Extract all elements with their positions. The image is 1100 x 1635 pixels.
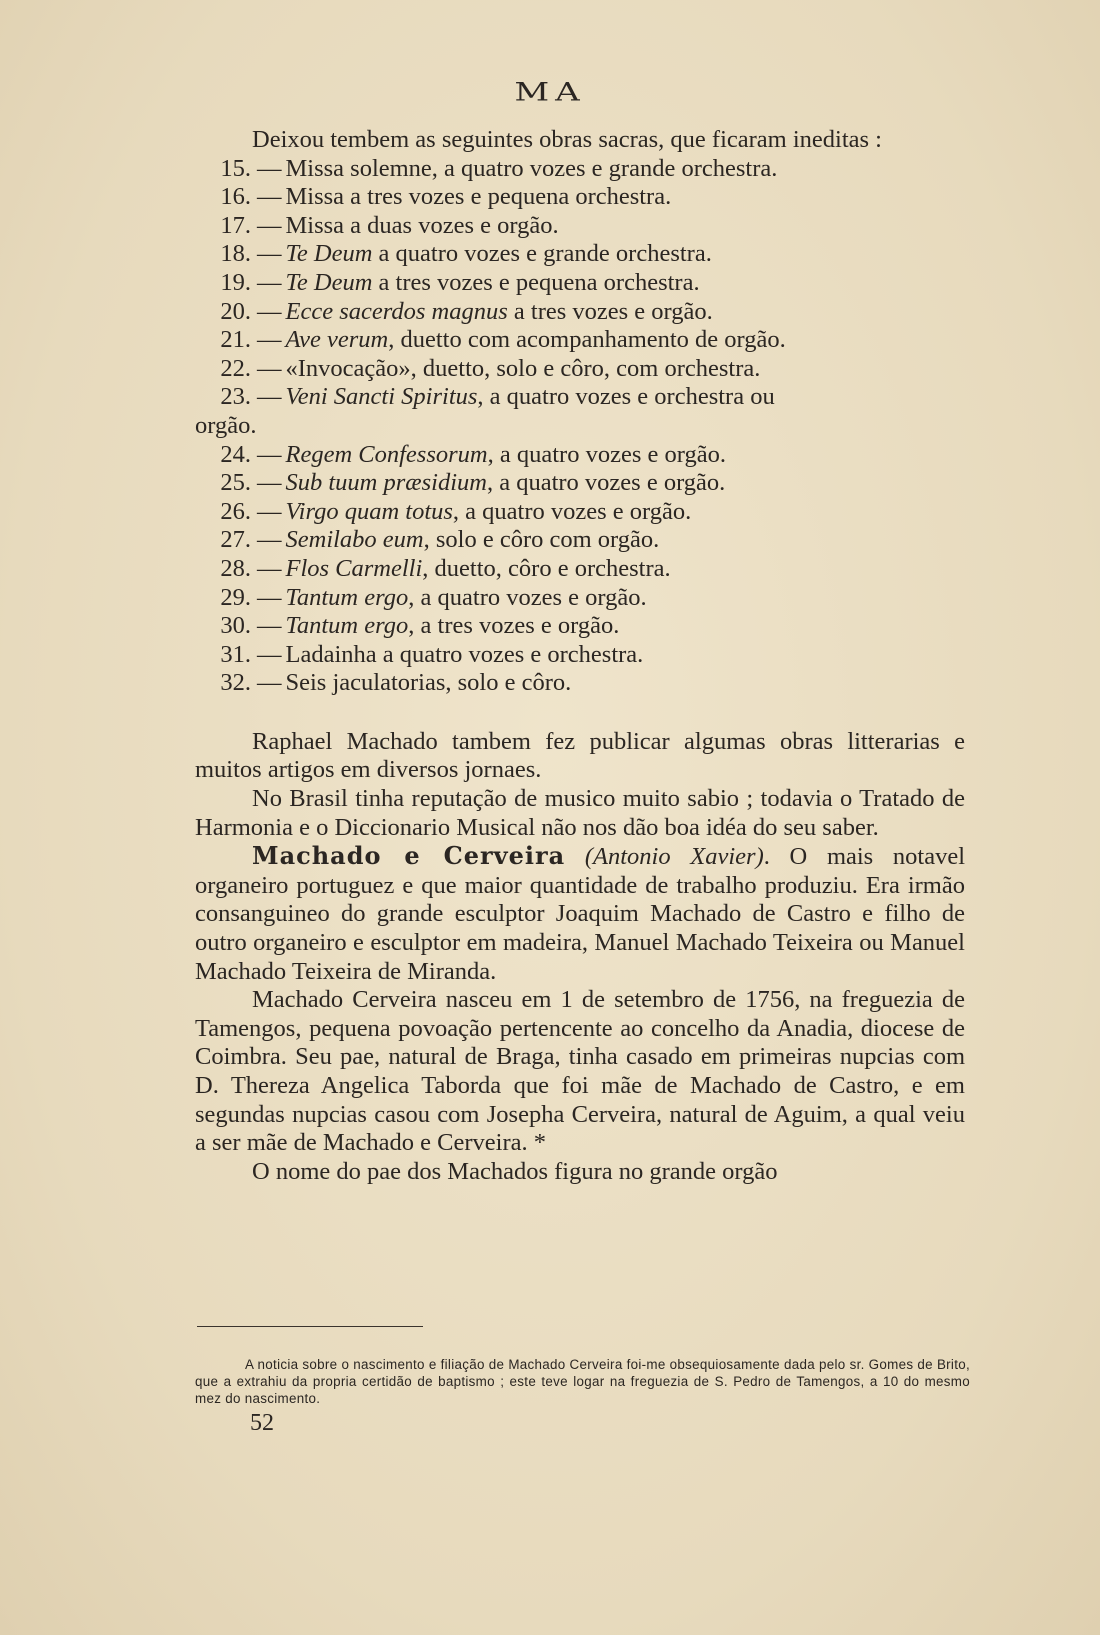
em-dash: — xyxy=(257,211,282,239)
work-description: , a quatro vozes e orgão. xyxy=(487,440,726,468)
work-number: 15. xyxy=(220,154,251,182)
work-item xyxy=(195,183,965,212)
work-title: Tantum ergo xyxy=(285,583,409,611)
work-item xyxy=(195,555,965,584)
work-item xyxy=(195,298,965,327)
work-description: Missa a duas vozes e orgão. xyxy=(285,211,559,239)
work-number: 21. xyxy=(220,326,251,354)
work-item xyxy=(195,526,965,555)
work-item xyxy=(195,212,965,241)
work-title: Sub tuum præsidium xyxy=(285,469,487,497)
work-description: , a tres vozes e orgão. xyxy=(408,612,620,640)
entry-name: Machado e Cerveira xyxy=(252,841,566,871)
running-header: MA xyxy=(514,77,586,107)
work-number: 27. xyxy=(220,526,251,554)
work-item xyxy=(195,584,965,613)
em-dash: — xyxy=(257,354,282,382)
work-title: Te Deum xyxy=(285,240,373,268)
work-title: Te Deum xyxy=(285,268,373,296)
work-number: 24. xyxy=(220,440,251,468)
work-description: Ladainha a quatro vozes e orchestra. xyxy=(285,640,644,668)
work-number: 22. xyxy=(220,354,251,382)
work-description: , a quatro vozes e orgão. xyxy=(408,583,647,611)
page-number: 52 xyxy=(250,1410,274,1436)
work-number: 29. xyxy=(220,583,251,611)
work-title: Regem Confessorum xyxy=(285,440,488,468)
em-dash: — xyxy=(257,554,282,582)
work-description: a quatro vozes e grande orchestra. xyxy=(372,240,712,268)
work-description: Missa a tres vozes e pequena orchestra. xyxy=(285,183,672,211)
work-number: 23. xyxy=(220,383,251,411)
work-item xyxy=(195,240,965,269)
em-dash: — xyxy=(257,326,282,354)
paragraph-organ: O nome do pae dos Machados figura no grande orgão xyxy=(252,1157,778,1185)
body-text xyxy=(195,126,965,1186)
work-title: Tantum ergo xyxy=(285,612,409,640)
work-item xyxy=(195,641,965,670)
work-title: Semilabo eum xyxy=(285,526,424,554)
work-description: Seis jaculatorias, solo e côro. xyxy=(285,669,572,697)
work-number: 31. xyxy=(220,640,251,668)
work-description: , duetto com acompanhamento de orgão. xyxy=(388,326,786,354)
footnote: A noticia sobre o nascimento e filiação de Machado Cerveira foi-me obsequiosamente dada pelo sr. Gomes de Brito, que a extrahiu da propria certidão de baptismo ; este teve logar na freguezia de S. Pedro de Tamengos, a 10 do mesmo mez do nascimento. xyxy=(195,1357,970,1406)
em-dash: — xyxy=(257,583,282,611)
em-dash: — xyxy=(257,669,282,697)
em-dash: — xyxy=(257,526,282,554)
work-item xyxy=(195,269,965,298)
em-dash: — xyxy=(257,640,282,668)
work-item xyxy=(195,498,965,527)
work-description: , a quatro vozes e orgão. xyxy=(452,497,692,525)
work-description: a tres vozes e orgão. xyxy=(507,297,713,325)
work-number: 17. xyxy=(220,211,251,239)
work-item xyxy=(195,326,965,355)
spacer xyxy=(195,698,965,728)
work-number: 16. xyxy=(220,183,251,211)
work-description: , duetto, côro e orchestra. xyxy=(422,554,671,582)
work-item xyxy=(195,355,965,384)
work-number: 26. xyxy=(220,497,251,525)
work-description: «Invocação», duetto, solo e côro, com orchestra. xyxy=(285,354,761,382)
em-dash: — xyxy=(257,268,282,296)
em-dash: — xyxy=(257,154,282,182)
work-number: 28. xyxy=(220,554,251,582)
work-number: 25. xyxy=(220,469,251,497)
work-title: Veni Sancti Spiritus xyxy=(285,383,478,411)
work-continuation: orgão. xyxy=(195,411,257,439)
work-number: 19. xyxy=(220,268,251,296)
em-dash: — xyxy=(257,240,282,268)
work-number: 30. xyxy=(220,612,251,640)
work-item xyxy=(195,469,965,498)
em-dash: — xyxy=(257,497,282,525)
paragraph-birth: Machado Cerveira nasceu em 1 de setembro de 1756, na freguezia de Tamengos, pequena povoação pertencente ao concelho da Anadia, diocese de Coimbra. Seu pae, natural de Braga, tinha casado em primeiras nupcias com D. Thereza Angelica Taborda que foi mãe de Machado de Castro, e em segundas nupcias casou com Josepha Cerveira, natural de Aguim, a qual veiu a ser mãe de Machado e Cerveira. * xyxy=(195,986,965,1157)
work-item xyxy=(195,155,965,184)
em-dash: — xyxy=(257,440,282,468)
entry-text: . O mais notavel organeiro portuguez e que maior quantidade de trabalho produziu. Era irmão consanguineo do grande esculptor Joaquim Machado de Castro e filho de outro organeiro e esculptor em madeira, Manuel Machado Teixeira ou Manuel Machado Teixeira de Miranda. xyxy=(195,843,966,985)
em-dash: — xyxy=(257,183,282,211)
work-number: 20. xyxy=(220,297,251,325)
footnote-rule xyxy=(197,1326,423,1327)
em-dash: — xyxy=(257,383,282,411)
work-description: , a quatro vozes e orgão. xyxy=(486,469,726,497)
intro-paragraph: Deixou tembem as seguintes obras sacras, que ficaram ineditas : xyxy=(252,126,882,153)
work-number: 32. xyxy=(220,669,251,697)
work-item xyxy=(195,669,965,698)
work-description: , a quatro vozes e orchestra ou xyxy=(477,383,775,411)
em-dash: — xyxy=(257,612,282,640)
work-title: Ave verum xyxy=(285,326,389,354)
paragraph-brasil: No Brasil tinha reputação de musico muito sabio ; todavia o Tratado de Harmonia e o Diccionario Musical não nos dão boa idéa do seu saber. xyxy=(195,785,965,841)
entry-given-name: (Antonio Xavier) xyxy=(584,843,764,871)
work-item xyxy=(195,612,965,641)
work-number: 18. xyxy=(220,240,251,268)
work-title: Virgo quam totus xyxy=(285,497,453,525)
work-description: a tres vozes e pequena orchestra. xyxy=(372,268,700,296)
paragraph-publications: Raphael Machado tambem fez publicar algumas obras litterarias e muitos artigos em diversos jornaes. xyxy=(195,727,965,784)
work-title: Ecce sacerdos magnus xyxy=(285,297,508,325)
em-dash: — xyxy=(257,469,282,497)
work-description: Missa solemne, a quatro vozes e grande orchestra. xyxy=(285,154,778,182)
entry-paragraph xyxy=(195,842,965,986)
work-item xyxy=(195,383,965,440)
works-list xyxy=(195,155,965,698)
work-title: Flos Carmelli xyxy=(285,554,423,582)
work-description: , solo e côro com orgão. xyxy=(423,526,660,554)
work-item xyxy=(195,441,965,470)
em-dash: — xyxy=(257,297,282,325)
